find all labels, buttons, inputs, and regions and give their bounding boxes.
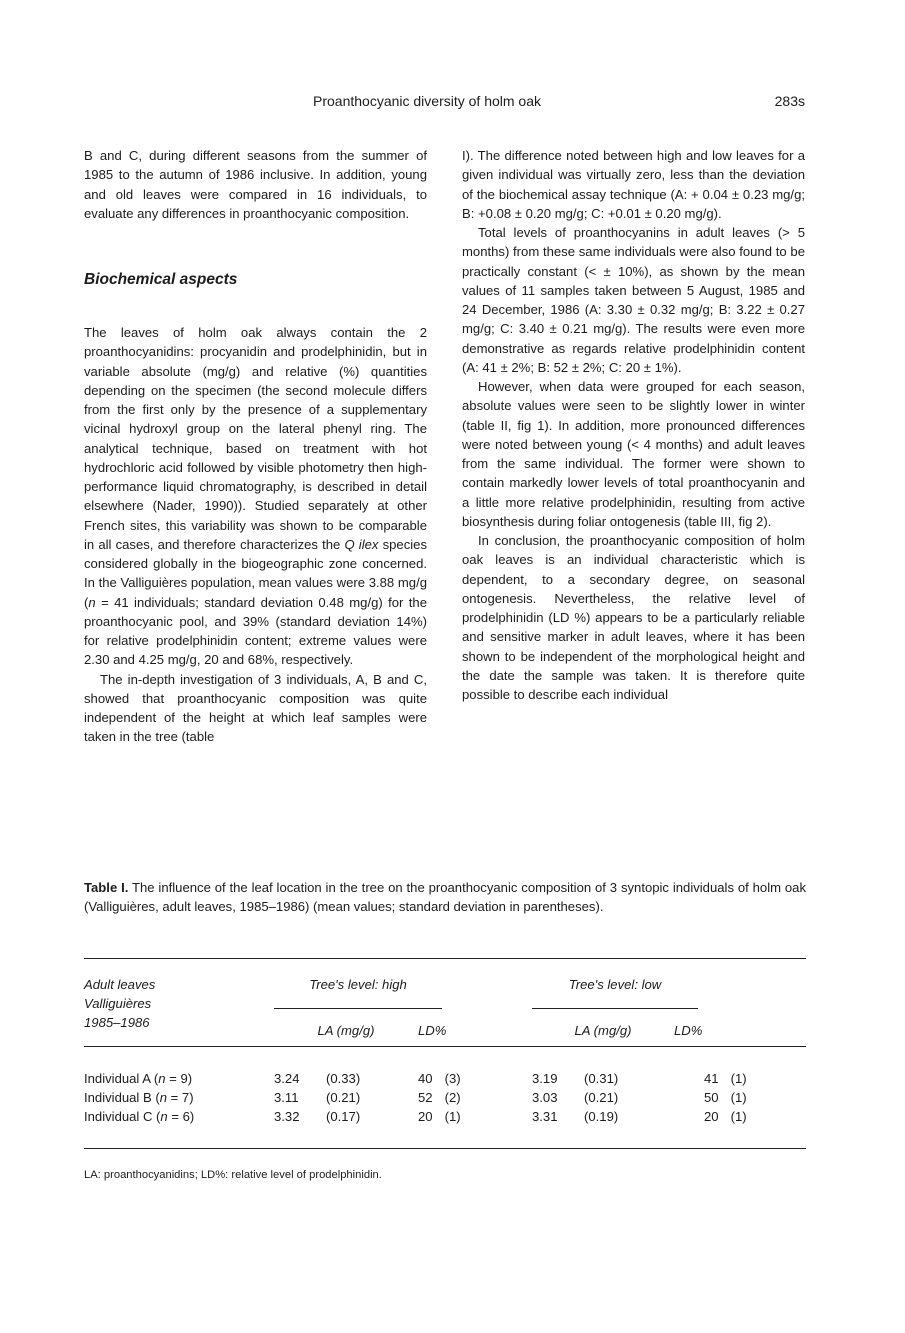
table-cell: [674, 1088, 806, 1107]
row-label: [84, 1088, 274, 1107]
table-cell: 3.19: [532, 1071, 558, 1086]
column-header-la-low: LA (mg/g): [574, 1023, 632, 1039]
text-run: = 7): [167, 1090, 194, 1105]
header-spacer: [442, 959, 532, 1001]
table-row: [84, 1088, 806, 1107]
left-column: [84, 146, 427, 747]
table-footnote: LA: proanthocyanidins; LD%: relative level of prodelphinidin.: [84, 1169, 382, 1181]
cell-sd: (1): [730, 1071, 747, 1086]
cell-sd: (1): [444, 1109, 461, 1124]
text-run: = 9): [165, 1071, 193, 1086]
cell-mean: 41: [704, 1071, 719, 1086]
table-caption-text: The influence of the leaf location in the tree on the proanthocyanic composition of 3 syntopic individuals of holm oak (Valliguières, adult leaves, 1985–1986) (mean values; standard deviation in parentheses).: [84, 880, 807, 914]
table-cell: [418, 1088, 532, 1107]
cell-sd: (0.19): [584, 1109, 619, 1124]
text-run: Individual A (: [84, 1071, 159, 1086]
row-label: [84, 1107, 274, 1149]
data-table-wrapper: [84, 958, 806, 1149]
table-cell: [418, 1047, 532, 1089]
body-paragraph: The in-depth investigation of 3 individuals, A, B and C, showed that proanthocyanic composition was quite independent of the height at which leaf samples were taken in the tree (table: [84, 671, 427, 745]
column-header-ld-high: LD%: [418, 1023, 447, 1039]
body-paragraph: In conclusion, the proanthocyanic composition of holm oak leaves is an individual characteristic which is dependent, to a secondary degree, on seasonal ontogenesis. Nevertheless, the relative level of prodelphinidin (LD %) appears to be a particularly reliable and sensitive marker in adult leaves, where it has been shown to be independent of the morphological height and the date the sample was taken. It is therefore quite possible to describe each individual: [462, 533, 805, 702]
n-symbol: n: [159, 1090, 167, 1105]
table-cell: 3.24: [274, 1071, 300, 1086]
header-spacer: [698, 1000, 806, 1009]
cell-sd: (0.21): [584, 1090, 619, 1105]
column-header-ld-low: LD%: [674, 1023, 703, 1039]
species-name: Q ilex: [344, 536, 379, 552]
table-cell: [584, 1047, 674, 1089]
page-header: [0, 93, 905, 113]
text-run: species considered globally in the biogeographic zone concerned. In the Valliguières population, mean values were 3.88 mg/g (: [84, 536, 427, 610]
text-run: Individual C (: [84, 1109, 161, 1124]
cell-sd: (3): [444, 1071, 461, 1086]
text-run: Individual B (: [84, 1090, 160, 1105]
text-run: = 6): [167, 1109, 195, 1124]
group-rule-low: [532, 1000, 698, 1009]
table-cell: 3.32: [274, 1109, 300, 1124]
cell-mean: 40: [418, 1071, 433, 1086]
cell-mean: 50: [704, 1090, 719, 1105]
group-header-high: Tree's level: high: [309, 977, 407, 992]
table-cell: [326, 1107, 418, 1149]
body-paragraph: However, when data were grouped for each season, absolute values were seen to be slightly lower in winter (table II, fig 1). In addition, more pronounced differences were noted between young (< 4 months) and adult leaves from the same individual. The former were shown to contain markedly lower levels of total proanthocyanin and a little more relative prodelphinidin, resulting from active biosynthesis during foliar ontogenesis (table III, fig 2).: [462, 379, 805, 529]
table-cell: [326, 1047, 418, 1089]
table-cell: [584, 1088, 674, 1107]
data-table: [84, 958, 806, 1149]
column-header-la-high: LA (mg/g): [317, 1023, 375, 1039]
table-cell: [326, 1088, 418, 1107]
body-paragraph: [84, 323, 427, 670]
cell-mean: 20: [418, 1109, 433, 1124]
cell-sd: (2): [444, 1090, 461, 1105]
table-cell: [674, 1047, 806, 1089]
n-symbol: n: [158, 1071, 166, 1086]
header-spacer: [442, 1009, 532, 1047]
cell-mean: 20: [704, 1109, 719, 1124]
group-header-low: Tree's level: low: [568, 977, 662, 992]
n-symbol: n: [88, 594, 96, 610]
cell-sd: (0.17): [326, 1109, 361, 1124]
cell-sd: (1): [730, 1090, 747, 1105]
table-group-header-row: [84, 959, 806, 1001]
header-spacer: [698, 1009, 806, 1047]
table-cell: [584, 1107, 674, 1149]
cell-sd: (0.21): [326, 1090, 361, 1105]
body-paragraph: Total levels of proanthocyanins in adult leaves (> 5 months) from these same individuals were also found to be practically constant (< ± 10%), as shown by the mean values of 11 samples taken between 5 August, 1985 and 24 December, 1986 (A: 3.30 ± 0.32 mg/g; B: 3.22 ± 0.27 mg/g; C: 3.40 ± 0.21 mg/g). The results were even more demonstrative as regards relative prodelphinidin content (A: 41 ± 2%; B: 52 ± 2%; C: 20 ± 1%).: [462, 225, 805, 375]
table-cell: [418, 1107, 532, 1149]
stub-header-line: 1985–1986: [84, 1015, 150, 1030]
cell-sd: (0.33): [326, 1071, 361, 1086]
text-run: = 41 individuals; standard deviation 0.48 mg/g) for the proanthocyanic pool, and 39% (standard deviation 14%) for relative prodelphinidin content; extreme values were 2.30 and 4.25 mg/g, 20 and 68%, respectively.: [84, 594, 427, 668]
page-number: 283s: [774, 93, 805, 109]
right-column: [462, 146, 805, 704]
table-caption-label: Table I.: [84, 880, 129, 895]
table-cell: 3.31: [532, 1109, 558, 1124]
n-symbol: n: [160, 1109, 168, 1124]
body-paragraph: I). The difference noted between high and low leaves for a given individual was virtually zero, less than the deviation of the biochemical assay technique (A: + 0.04 ± 0.23 mg/g; B: +0.08 ± 0.20 mg/g; C: +0.01 ± 0.20 mg/g).: [462, 148, 805, 221]
table-row: [84, 1107, 806, 1149]
cell-sd: (0.31): [584, 1071, 619, 1086]
table-cell: [674, 1107, 806, 1149]
cell-mean: 52: [418, 1090, 433, 1105]
section-heading: Biochemical aspects: [84, 271, 238, 288]
header-spacer: [698, 959, 806, 1001]
group-rule-high: [274, 1000, 442, 1009]
table-cell: 3.11: [274, 1090, 299, 1105]
running-title: Proanthocyanic diversity of holm oak: [313, 93, 541, 109]
table-row: [84, 1047, 806, 1089]
cell-sd: (1): [730, 1109, 747, 1124]
table-caption: [84, 878, 806, 916]
stub-header-line: Valliguières: [84, 996, 152, 1011]
text-run: The leaves of holm oak always contain the 2 proanthocyanidins: procyanidin and prodelphinidin, but in variable absolute (mg/g) and relative (%) quantities depending on the specimen (the second molecule differs from the first only by the presence of a supplementary vicinal hydroxyl group on the lateral phenyl ring. The analytical technique, based on treatment with hot hydrochloric acid followed by visible photometry then high-performance liquid chromatography, is described in detail elsewhere (Nader, 1990)). Studied separately at other French sites, this variability was shown to be comparable in all cases, and therefore characterizes the: [84, 325, 427, 552]
table-cell: 3.03: [532, 1090, 558, 1105]
intro-paragraph: B and C, during different seasons from the summer of 1985 to the autumn of 1986 inclusive. In addition, young and old leaves were compared in 16 individuals, to evaluate any differences in proanthocyanic composition.: [84, 148, 427, 221]
row-label: [84, 1047, 274, 1089]
stub-header: [84, 959, 274, 1047]
stub-header-line: Adult leaves: [84, 977, 156, 992]
header-spacer: [442, 1000, 532, 1009]
